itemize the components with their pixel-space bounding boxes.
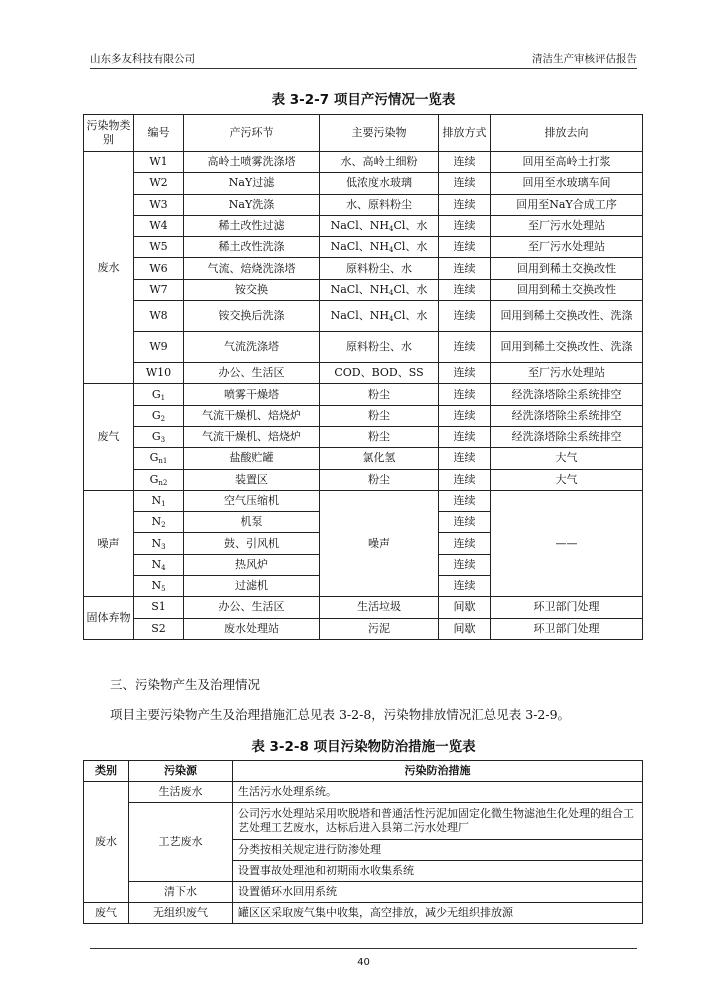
row-id: W9 [134, 332, 184, 363]
category-wastewater: 废水 [84, 782, 129, 903]
row-discharge-mode: 连续 [439, 554, 491, 575]
row-destination: 至厂污水处理站 [491, 237, 643, 258]
col-header-discharge-mode: 排放方式 [439, 115, 491, 152]
row-pollutant: 噪声 [320, 490, 439, 596]
row-stage: 气流干燥机、焙烧炉 [184, 405, 320, 426]
row-id: W5 [134, 237, 184, 258]
header-divider [90, 68, 637, 69]
col-header-measures: 污染防治措施 [233, 761, 643, 782]
row-pollutant: 原料粉尘、水 [320, 332, 439, 363]
row-discharge-mode: 连续 [439, 279, 491, 300]
section-heading: 三、污染物产生及治理情况 [110, 677, 261, 692]
row-id: W4 [134, 215, 184, 236]
row-destination: 回用至NaY合成工序 [491, 194, 643, 215]
row-pollutant: 原料粉尘、水 [320, 258, 439, 279]
row-pollutant: NaCl、$NH_4Cl$、水 [320, 237, 439, 258]
row-pollutant: 水、原料粉尘 [320, 194, 439, 215]
row-pollutant: 生活垃圾 [320, 597, 439, 618]
measure-cell: 生活污水处理系统。 [233, 782, 643, 803]
row-discharge-mode: 连续 [439, 384, 491, 405]
body-paragraph: 项目主要污染物产生及治理措施汇总见表 3-2-8，污染物排放情况汇总见表 3-2-9。 [110, 707, 571, 722]
pollution-control-table [83, 760, 643, 924]
row-destination: 经洗涤塔除尘系统排空 [491, 384, 643, 405]
row-pollutant: 粉尘 [320, 469, 439, 490]
row-destination: 环卫部门处理 [491, 618, 643, 639]
row-destination: 至厂污水处理站 [491, 215, 643, 236]
company-name: 山东多友科技有限公司 [90, 53, 195, 65]
row-pollutant: NaCl、$NH_4Cl$、水 [320, 279, 439, 300]
table-row [84, 426, 643, 447]
source-cell: 无组织废气 [129, 903, 233, 924]
row-destination: 大气 [491, 469, 643, 490]
col-header-stage: 产污环节 [184, 115, 320, 152]
category-wastegas: 废气 [84, 903, 129, 924]
page-header [90, 49, 637, 69]
table-row [84, 152, 643, 173]
row-destination: 经洗涤塔除尘系统排空 [491, 426, 643, 447]
row-destination: 回用到稀土交换改性 [491, 258, 643, 279]
row-stage: 废水处理站 [184, 618, 320, 639]
table2-caption: 表 3-2-8 项目污染物防治措施一览表 [251, 739, 476, 755]
row-stage: 稀土改性过滤 [184, 215, 320, 236]
col-header-source: 污染源 [129, 761, 233, 782]
measure-cell: 公司污水处理站采用吹脱塔和普通活性污泥加固定化微生物滤池生化处理的组合工艺处理工艺废水，达标后进入县第二污水处理厂 [233, 803, 643, 840]
col-header-category: 类别 [84, 761, 129, 782]
row-id: W6 [134, 258, 184, 279]
row-discharge-mode: 连续 [439, 576, 491, 597]
row-discharge-mode: 连续 [439, 490, 491, 511]
row-stage: 铵交换 [184, 279, 320, 300]
row-discharge-mode: 连续 [439, 152, 491, 173]
row-destination: 回用至水玻璃车间 [491, 173, 643, 194]
row-discharge-mode: 连续 [439, 332, 491, 363]
row-id: $G_{n1}$ [134, 448, 184, 469]
row-id: $N_1$ [134, 490, 184, 511]
pollution-sources-table [83, 114, 643, 640]
table-row [84, 301, 643, 332]
row-destination: 回用到稀土交换改性 [491, 279, 643, 300]
row-destination: 大气 [491, 448, 643, 469]
measure-cell: 设置事故处理池和初期雨水收集系统 [233, 861, 643, 882]
row-stage: 气流干燥机、焙烧炉 [184, 426, 320, 447]
table-row [84, 363, 643, 384]
row-pollutant: 氯化氢 [320, 448, 439, 469]
table-row [84, 237, 643, 258]
row-id: W2 [134, 173, 184, 194]
row-destination: —— [491, 490, 643, 596]
row-id: $G_2$ [134, 405, 184, 426]
source-cell: 工艺废水 [129, 803, 233, 882]
col-header-destination: 排放去向 [491, 115, 643, 152]
table-row [84, 332, 643, 363]
row-discharge-mode: 连续 [439, 426, 491, 447]
group-wastewater: 废水 [84, 152, 134, 384]
row-stage: 机泵 [184, 512, 320, 533]
row-stage: 气流洗涤塔 [184, 332, 320, 363]
group-solid-waste: 固体弃物 [84, 597, 134, 640]
table-row [84, 618, 643, 639]
table-row [84, 490, 643, 511]
row-id: $G_3$ [134, 426, 184, 447]
row-stage: NaY过滤 [184, 173, 320, 194]
row-stage: 过滤机 [184, 576, 320, 597]
row-stage: 热风炉 [184, 554, 320, 575]
col-header-category: 污染物类别 [84, 115, 134, 152]
row-discharge-mode: 连续 [439, 301, 491, 332]
row-id: W8 [134, 301, 184, 332]
row-destination: 环卫部门处理 [491, 597, 643, 618]
row-stage: 喷雾干燥塔 [184, 384, 320, 405]
row-discharge-mode: 连续 [439, 173, 491, 194]
table-row [84, 597, 643, 618]
row-stage: 办公、生活区 [184, 597, 320, 618]
row-discharge-mode: 连续 [439, 533, 491, 554]
source-cell: 清下水 [129, 882, 233, 903]
row-discharge-mode: 连续 [439, 215, 491, 236]
row-id: $G_{n2}$ [134, 469, 184, 490]
table-row [84, 258, 643, 279]
row-pollutant: NaCl、$NH_4Cl$、水 [320, 301, 439, 332]
row-id: $G_1$ [134, 384, 184, 405]
row-discharge-mode: 连续 [439, 469, 491, 490]
row-stage: 高岭土喷雾洗涤塔 [184, 152, 320, 173]
row-id: W10 [134, 363, 184, 384]
row-stage: 空气压缩机 [184, 490, 320, 511]
table-row [84, 405, 643, 426]
row-destination: 回用到稀土交换改性、洗涤 [491, 332, 643, 363]
col-header-pollutant: 主要污染物 [320, 115, 439, 152]
row-id: S1 [134, 597, 184, 618]
row-destination: 回用到稀土交换改性、洗涤 [491, 301, 643, 332]
row-pollutant: NaCl、$NH_4Cl$、水 [320, 215, 439, 236]
row-stage: 装置区 [184, 469, 320, 490]
row-id: W3 [134, 194, 184, 215]
row-discharge-mode: 连续 [439, 363, 491, 384]
table-row [84, 173, 643, 194]
row-stage: 气流、焙烧洗涤塔 [184, 258, 320, 279]
row-pollutant: 水、高岭土细粉 [320, 152, 439, 173]
row-id: S2 [134, 618, 184, 639]
row-pollutant: COD、BOD、SS [320, 363, 439, 384]
page-number: 40 [357, 957, 370, 968]
row-destination: 回用至高岭土打浆 [491, 152, 643, 173]
row-id: $N_3$ [134, 533, 184, 554]
row-stage: 稀土改性洗涤 [184, 237, 320, 258]
row-discharge-mode: 连续 [439, 237, 491, 258]
table1-caption: 表 3-2-7 项目产污情况一览表 [271, 92, 456, 108]
row-destination: 至厂污水处理站 [491, 363, 643, 384]
row-stage: NaY洗涤 [184, 194, 320, 215]
row-stage: 盐酸贮罐 [184, 448, 320, 469]
row-id: $N_2$ [134, 512, 184, 533]
group-noise: 噪声 [84, 490, 134, 596]
measure-cell: 罐区区采取废气集中收集，高空排放，减少无组织排放源 [233, 903, 643, 924]
row-discharge-mode: 连续 [439, 258, 491, 279]
col-header-id: 编号 [134, 115, 184, 152]
row-id: W7 [134, 279, 184, 300]
footer-divider [90, 948, 637, 949]
row-stage: 鼓、引风机 [184, 533, 320, 554]
report-title: 清洁生产审核评估报告 [532, 53, 637, 65]
table-row [84, 215, 643, 236]
row-stage: 铵交换后洗涤 [184, 301, 320, 332]
row-pollutant: 粉尘 [320, 426, 439, 447]
table-row [84, 194, 643, 215]
row-pollutant: 粉尘 [320, 405, 439, 426]
row-discharge-mode: 间歇 [439, 597, 491, 618]
group-wastegas: 废气 [84, 384, 134, 490]
row-discharge-mode: 连续 [439, 405, 491, 426]
row-discharge-mode: 连续 [439, 512, 491, 533]
row-id: W1 [134, 152, 184, 173]
measure-cell: 分类按相关规定进行防渗处理 [233, 840, 643, 861]
row-pollutant: 低浓度水玻璃 [320, 173, 439, 194]
row-discharge-mode: 间歇 [439, 618, 491, 639]
source-cell: 生活废水 [129, 782, 233, 803]
row-destination: 经洗涤塔除尘系统排空 [491, 405, 643, 426]
row-pollutant: 粉尘 [320, 384, 439, 405]
table-row [84, 384, 643, 405]
table-row [84, 448, 643, 469]
measure-cell: 设置循环水回用系统 [233, 882, 643, 903]
row-discharge-mode: 连续 [439, 194, 491, 215]
row-discharge-mode: 连续 [439, 448, 491, 469]
table-row [84, 279, 643, 300]
row-id: $N_5$ [134, 576, 184, 597]
table-row [84, 469, 643, 490]
row-pollutant: 污泥 [320, 618, 439, 639]
row-id: $N_4$ [134, 554, 184, 575]
row-stage: 办公、生活区 [184, 363, 320, 384]
